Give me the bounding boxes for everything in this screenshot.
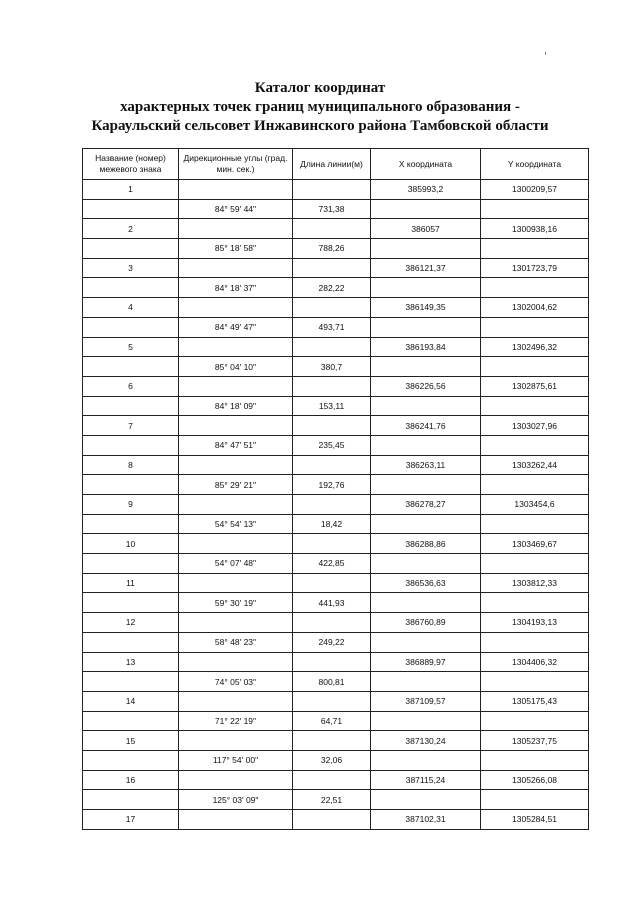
- point-name: 8: [83, 455, 179, 475]
- x-coordinate: 386149,35: [371, 298, 481, 318]
- name-empty: [83, 357, 179, 377]
- angle-empty: [179, 691, 293, 711]
- angle-empty: [179, 534, 293, 554]
- point-name: 16: [83, 770, 179, 790]
- line-length: 22,51: [293, 790, 371, 810]
- segment-row: [83, 357, 589, 377]
- y-coordinate: 1305237,75: [481, 731, 589, 751]
- name-empty: [83, 475, 179, 495]
- y-coordinate: 1303027,96: [481, 416, 589, 436]
- x-coordinate: 387130,24: [371, 731, 481, 751]
- name-empty: [83, 514, 179, 534]
- name-empty: [83, 199, 179, 219]
- segment-row: [83, 278, 589, 298]
- y-empty: [481, 317, 589, 337]
- y-coordinate: 1305284,51: [481, 810, 589, 830]
- title-line-2: характерных точек границ муниципального образования -: [120, 99, 520, 115]
- point-name: 11: [83, 573, 179, 593]
- line-length: 32,06: [293, 750, 371, 770]
- length-empty: [293, 810, 371, 830]
- point-name: 14: [83, 691, 179, 711]
- table-body: [83, 180, 589, 830]
- y-empty: [481, 396, 589, 416]
- angle-empty: [179, 613, 293, 633]
- document-title: [0, 79, 640, 136]
- length-empty: [293, 495, 371, 515]
- segment-row: [83, 672, 589, 692]
- point-row: [83, 691, 589, 711]
- length-empty: [293, 613, 371, 633]
- y-empty: [481, 239, 589, 259]
- angle-empty: [179, 376, 293, 396]
- x-coordinate: 387102,31: [371, 810, 481, 830]
- header-x: X координата: [371, 149, 481, 180]
- x-coordinate: 386193,84: [371, 337, 481, 357]
- x-coordinate: 386057: [371, 219, 481, 239]
- angle-empty: [179, 337, 293, 357]
- y-coordinate: 1305266,08: [481, 770, 589, 790]
- x-empty: [371, 239, 481, 259]
- name-empty: [83, 593, 179, 613]
- angle-empty: [179, 180, 293, 200]
- line-length: 235,45: [293, 435, 371, 455]
- point-row: [83, 416, 589, 436]
- direction-angle: 84° 18' 37": [179, 278, 293, 298]
- header-length: Длина линии(м): [293, 149, 371, 180]
- point-name: 9: [83, 495, 179, 515]
- point-name: 10: [83, 534, 179, 554]
- x-coordinate: 386263,11: [371, 455, 481, 475]
- direction-angle: 59° 30' 19": [179, 593, 293, 613]
- name-empty: [83, 672, 179, 692]
- point-row: [83, 652, 589, 672]
- y-coordinate: 1302004,62: [481, 298, 589, 318]
- y-empty: [481, 711, 589, 731]
- direction-angle: 84° 47' 51": [179, 435, 293, 455]
- line-length: 788,26: [293, 239, 371, 259]
- length-empty: [293, 219, 371, 239]
- angle-empty: [179, 770, 293, 790]
- x-empty: [371, 357, 481, 377]
- point-name: 15: [83, 731, 179, 751]
- point-row: [83, 810, 589, 830]
- line-length: 192,76: [293, 475, 371, 495]
- name-empty: [83, 239, 179, 259]
- y-coordinate: 1304193,13: [481, 613, 589, 633]
- point-row: [83, 376, 589, 396]
- x-empty: [371, 790, 481, 810]
- y-empty: [481, 199, 589, 219]
- x-empty: [371, 317, 481, 337]
- x-empty: [371, 199, 481, 219]
- point-row: [83, 534, 589, 554]
- line-length: 153,11: [293, 396, 371, 416]
- angle-empty: [179, 219, 293, 239]
- y-empty: [481, 475, 589, 495]
- y-empty: [481, 632, 589, 652]
- x-coordinate: 386288,86: [371, 534, 481, 554]
- direction-angle: 84° 59' 44": [179, 199, 293, 219]
- length-empty: [293, 691, 371, 711]
- name-empty: [83, 435, 179, 455]
- direction-angle: 85° 18' 58": [179, 239, 293, 259]
- point-row: [83, 770, 589, 790]
- angle-empty: [179, 416, 293, 436]
- direction-angle: 54° 07' 48": [179, 554, 293, 574]
- angle-empty: [179, 258, 293, 278]
- point-row: [83, 731, 589, 751]
- y-empty: [481, 593, 589, 613]
- segment-row: [83, 435, 589, 455]
- point-name: 6: [83, 376, 179, 396]
- point-name: 3: [83, 258, 179, 278]
- name-empty: [83, 317, 179, 337]
- length-empty: [293, 376, 371, 396]
- x-coordinate: 386278,27: [371, 495, 481, 515]
- y-empty: [481, 435, 589, 455]
- length-empty: [293, 337, 371, 357]
- length-empty: [293, 455, 371, 475]
- x-empty: [371, 711, 481, 731]
- y-empty: [481, 790, 589, 810]
- length-empty: [293, 180, 371, 200]
- y-coordinate: 1300938,16: [481, 219, 589, 239]
- y-coordinate: 1302496,32: [481, 337, 589, 357]
- segment-row: [83, 593, 589, 613]
- direction-angle: 84° 49' 47": [179, 317, 293, 337]
- x-empty: [371, 514, 481, 534]
- x-empty: [371, 593, 481, 613]
- point-row: [83, 258, 589, 278]
- direction-angle: 54° 54' 13": [179, 514, 293, 534]
- line-length: 422,85: [293, 554, 371, 574]
- x-empty: [371, 278, 481, 298]
- y-empty: [481, 514, 589, 534]
- point-name: 12: [83, 613, 179, 633]
- x-coordinate: 387115,24: [371, 770, 481, 790]
- x-coordinate: 386889,97: [371, 652, 481, 672]
- header-angle: Дирекционные углы (град. мин. сек.): [179, 149, 293, 180]
- segment-row: [83, 711, 589, 731]
- direction-angle: 58° 48' 23": [179, 632, 293, 652]
- point-row: [83, 180, 589, 200]
- segment-row: [83, 632, 589, 652]
- line-length: 441,93: [293, 593, 371, 613]
- x-empty: [371, 750, 481, 770]
- angle-empty: [179, 298, 293, 318]
- title-line-3: Караульский сельсовет Инжавинского района Тамбовской области: [91, 118, 549, 134]
- point-row: [83, 455, 589, 475]
- point-name: 2: [83, 219, 179, 239]
- table-header-row: [83, 149, 589, 180]
- angle-empty: [179, 573, 293, 593]
- y-coordinate: 1303454,6: [481, 495, 589, 515]
- line-length: 282,22: [293, 278, 371, 298]
- direction-angle: 84° 18' 09": [179, 396, 293, 416]
- y-coordinate: 1301723,79: [481, 258, 589, 278]
- name-empty: [83, 711, 179, 731]
- angle-empty: [179, 652, 293, 672]
- y-coordinate: 1305175,43: [481, 691, 589, 711]
- name-empty: [83, 750, 179, 770]
- y-coordinate: 1302875,61: [481, 376, 589, 396]
- angle-empty: [179, 455, 293, 475]
- segment-row: [83, 239, 589, 259]
- x-empty: [371, 435, 481, 455]
- angle-empty: [179, 495, 293, 515]
- length-empty: [293, 770, 371, 790]
- point-name: 1: [83, 180, 179, 200]
- y-coordinate: 1300209,57: [481, 180, 589, 200]
- x-coordinate: 386226,56: [371, 376, 481, 396]
- name-empty: [83, 396, 179, 416]
- point-name: 13: [83, 652, 179, 672]
- point-row: [83, 298, 589, 318]
- segment-row: [83, 514, 589, 534]
- name-empty: [83, 632, 179, 652]
- y-coordinate: 1303812,33: [481, 573, 589, 593]
- x-empty: [371, 672, 481, 692]
- y-empty: [481, 672, 589, 692]
- line-length: 800,81: [293, 672, 371, 692]
- x-empty: [371, 632, 481, 652]
- y-empty: [481, 278, 589, 298]
- header-name: Название (номер) межевого знака: [83, 149, 179, 180]
- line-length: 64,71: [293, 711, 371, 731]
- y-empty: [481, 554, 589, 574]
- line-length: 380,7: [293, 357, 371, 377]
- length-empty: [293, 573, 371, 593]
- point-name: 7: [83, 416, 179, 436]
- x-coordinate: 386241,76: [371, 416, 481, 436]
- x-coordinate: 386121,37: [371, 258, 481, 278]
- x-coordinate: 386536,63: [371, 573, 481, 593]
- point-row: [83, 613, 589, 633]
- x-coordinate: 387109,57: [371, 691, 481, 711]
- length-empty: [293, 534, 371, 554]
- y-coordinate: 1304406,32: [481, 652, 589, 672]
- angle-empty: [179, 731, 293, 751]
- x-empty: [371, 396, 481, 416]
- length-empty: [293, 258, 371, 278]
- segment-row: [83, 790, 589, 810]
- angle-empty: [179, 810, 293, 830]
- point-name: 17: [83, 810, 179, 830]
- coordinates-table: [82, 148, 589, 830]
- direction-angle: 117° 54' 00": [179, 750, 293, 770]
- scan-speck: [545, 52, 546, 55]
- segment-row: [83, 554, 589, 574]
- segment-row: [83, 199, 589, 219]
- segment-row: [83, 317, 589, 337]
- segment-row: [83, 475, 589, 495]
- length-empty: [293, 416, 371, 436]
- direction-angle: 85° 29' 21": [179, 475, 293, 495]
- line-length: 731,38: [293, 199, 371, 219]
- y-coordinate: 1303469,67: [481, 534, 589, 554]
- y-empty: [481, 357, 589, 377]
- direction-angle: 85° 04' 10": [179, 357, 293, 377]
- name-empty: [83, 554, 179, 574]
- y-coordinate: 1303262,44: [481, 455, 589, 475]
- point-name: 4: [83, 298, 179, 318]
- title-line-1: Каталог координат: [254, 80, 386, 96]
- point-row: [83, 219, 589, 239]
- length-empty: [293, 298, 371, 318]
- point-row: [83, 573, 589, 593]
- header-y: Y координата: [481, 149, 589, 180]
- length-empty: [293, 731, 371, 751]
- point-name: 5: [83, 337, 179, 357]
- direction-angle: 74° 05' 03": [179, 672, 293, 692]
- line-length: 493,71: [293, 317, 371, 337]
- line-length: 18,42: [293, 514, 371, 534]
- x-coordinate: 385993,2: [371, 180, 481, 200]
- x-empty: [371, 475, 481, 495]
- length-empty: [293, 652, 371, 672]
- name-empty: [83, 278, 179, 298]
- point-row: [83, 495, 589, 515]
- direction-angle: 125° 03' 09": [179, 790, 293, 810]
- segment-row: [83, 396, 589, 416]
- segment-row: [83, 750, 589, 770]
- y-empty: [481, 750, 589, 770]
- line-length: 249,22: [293, 632, 371, 652]
- x-coordinate: 386760,89: [371, 613, 481, 633]
- x-empty: [371, 554, 481, 574]
- name-empty: [83, 790, 179, 810]
- point-row: [83, 337, 589, 357]
- direction-angle: 71° 22' 19": [179, 711, 293, 731]
